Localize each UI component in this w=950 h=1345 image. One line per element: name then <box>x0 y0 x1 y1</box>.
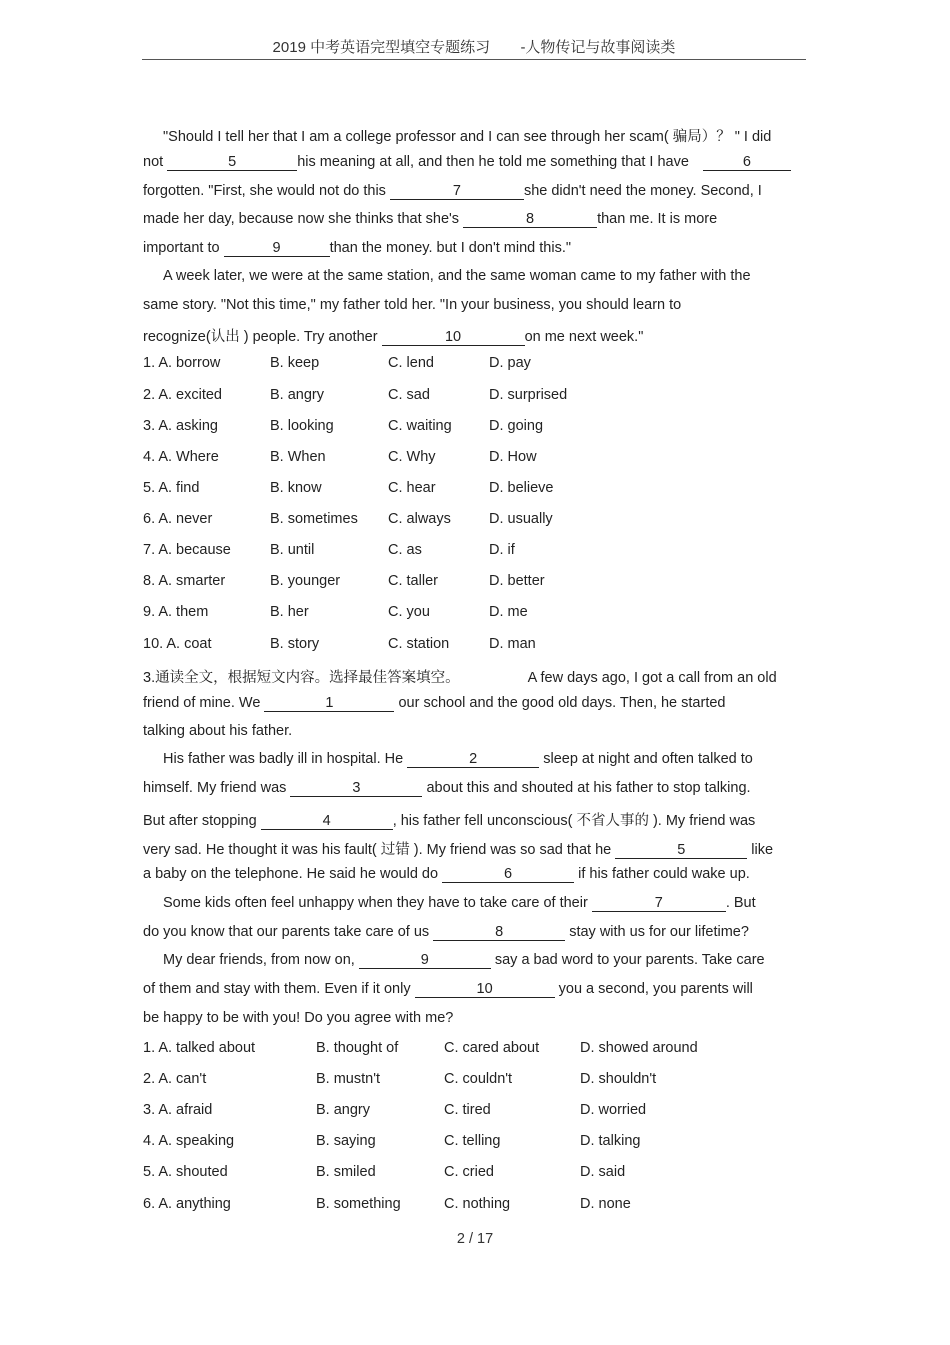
passage3-line: Some kids often feel unhappy when they have to take care of their 7 . But <box>163 895 756 911</box>
passage2-line: important to 9 than the money. but I don't mind this." <box>143 240 571 256</box>
q-option: B. thought of <box>316 1040 399 1056</box>
header-divider <box>142 59 806 60</box>
blank-5: 5 <box>615 843 747 859</box>
q-option: D. pay <box>489 355 531 371</box>
q-option: C. you <box>388 604 430 620</box>
passage3-line: be happy to be with you! Do you agree with me? <box>143 1010 454 1026</box>
q-option: D. believe <box>489 480 554 496</box>
q-option: 9. A. them <box>143 604 209 620</box>
q-option: 4. A. speaking <box>143 1133 235 1149</box>
q-option: B. looking <box>270 418 334 434</box>
passage3-line: My dear friends, from now on, 9 say a bad word to your parents. Take care <box>163 952 765 968</box>
q-option: B. mustn't <box>316 1071 381 1087</box>
passage2-line: made her day, because now she thinks that she's 8 than me. It is more <box>143 211 718 227</box>
q-option: D. said <box>580 1164 626 1180</box>
passage2-line: same story. "Not this time," my father told her. "In your business, you should learn to <box>143 297 682 313</box>
blank-8: 8 <box>463 212 597 228</box>
q-option: 3. A. asking <box>143 418 218 434</box>
passage2-line: not 5 his meaning at all, and then he told me something that I have 6 <box>143 154 791 171</box>
q-option: C. couldn't <box>444 1071 513 1087</box>
q-option: D. shouldn't <box>580 1071 657 1087</box>
q-option: C. telling <box>444 1133 501 1149</box>
q-option: B. until <box>270 542 315 558</box>
q-option: B. angry <box>316 1102 370 1118</box>
q-option: 4. A. Where <box>143 449 219 465</box>
q-option: B. keep <box>270 355 320 371</box>
q-option: B. something <box>316 1196 401 1212</box>
q-option: 2. A. can't <box>143 1071 207 1087</box>
passage3-line: do you know that our parents take care of us 8 stay with us for our lifetime? <box>143 924 749 940</box>
page-header <box>142 36 806 57</box>
q-option: C. waiting <box>388 418 452 434</box>
q-option: C. taller <box>388 573 438 589</box>
q-option: C. always <box>388 511 451 527</box>
q-option: 6. A. never <box>143 511 213 527</box>
q-option: 5. A. find <box>143 480 200 496</box>
q-option: C. station <box>388 636 450 652</box>
passage3-line: His father was badly ill in hospital. He 2 sleep at night and often talked to <box>163 751 753 767</box>
passage3-line: a baby on the telephone. He said he would do 6 if his father could wake up. <box>143 866 750 882</box>
q-option: B. know <box>270 480 322 496</box>
q-option: C. tired <box>444 1102 491 1118</box>
q-option: B. smiled <box>316 1164 376 1180</box>
blank-2: 2 <box>407 752 539 768</box>
blank-10: 10 <box>382 330 525 346</box>
blank-7: 7 <box>390 184 524 200</box>
passage2-line: A week later, we were at the same station, and the same woman came to my father with the <box>163 268 751 284</box>
passage2-line: forgotten. "First, she would not do this 7 she didn't need the money. Second, I <box>143 183 762 199</box>
blank-1: 1 <box>264 696 394 712</box>
q-option: B. angry <box>270 387 324 403</box>
passage3-line: talking about his father. <box>143 723 293 739</box>
passage3-line: friend of mine. We 1 our school and the good old days. Then, he started <box>143 695 726 711</box>
passage2-line: "Should I tell her that I am a college professor and I can see through her scam( 骗局）？ " I did <box>163 129 772 145</box>
blank-7: 7 <box>592 896 726 912</box>
page-number: 2 / 17 <box>456 1231 494 1247</box>
q-option: D. showed around <box>580 1040 698 1056</box>
q-option: B. sometimes <box>270 511 358 527</box>
q-option: D. going <box>489 418 544 434</box>
q-option: D. surprised <box>489 387 568 403</box>
blank-6: 6 <box>442 867 574 883</box>
blank-3: 3 <box>290 781 422 797</box>
passage3-line: himself. My friend was 3 about this and shouted at his father to stop talking. <box>143 780 751 796</box>
q-option: C. lend <box>388 355 434 371</box>
passage2-line: recognize(认出 ) people. Try another 10 on me next week." <box>143 329 644 345</box>
q-option: 8. A. smarter <box>143 573 226 589</box>
q-option: D. How <box>489 449 537 465</box>
blank-8: 8 <box>433 925 565 941</box>
q-option: D. better <box>489 573 545 589</box>
q-option: B. story <box>270 636 320 652</box>
passage3-line: very sad. He thought it was his fault( 过错 ). My friend was so sad that he 5 like <box>143 842 774 858</box>
q-option: B. When <box>270 449 326 465</box>
blank-9: 9 <box>359 953 491 969</box>
q-option: D. man <box>489 636 536 652</box>
q-option: C. Why <box>388 449 436 465</box>
q-option: B. her <box>270 604 309 620</box>
header-subtitle: -人物传记与故事阅读类 <box>520 39 676 56</box>
passage3-line: of them and stay with them. Even if it only 10 you a second, you parents will <box>143 981 753 997</box>
q-option: 3. A. afraid <box>143 1102 213 1118</box>
blank-10: 10 <box>415 982 555 998</box>
q-option: 6. A. anything <box>143 1196 231 1212</box>
q-option: D. me <box>489 604 528 620</box>
q-option: 5. A. shouted <box>143 1164 228 1180</box>
blank-4: 4 <box>261 814 393 830</box>
q-option: C. nothing <box>444 1196 511 1212</box>
q-option: C. hear <box>388 480 436 496</box>
q-option: 1. A. talked about <box>143 1040 256 1056</box>
blank-5: 5 <box>167 155 297 171</box>
q-option: D. usually <box>489 511 553 527</box>
q-option: D. if <box>489 542 515 558</box>
q-option: 10. A. coat <box>143 636 212 652</box>
blank-9: 9 <box>224 241 330 257</box>
q-option: 7. A. because <box>143 542 231 558</box>
q-option: B. younger <box>270 573 341 589</box>
q-option: C. sad <box>388 387 430 403</box>
q-option: C. as <box>388 542 422 558</box>
q-option: C. cried <box>444 1164 494 1180</box>
q-option: D. none <box>580 1196 631 1212</box>
q-option: D. worried <box>580 1102 647 1118</box>
q-option: C. cared about <box>444 1040 540 1056</box>
q-option: B. saying <box>316 1133 376 1149</box>
blank-6: 6 <box>703 155 791 171</box>
passage3-line: But after stopping 4 , his father fell unconscious( 不省人事的 ). My friend was <box>143 813 756 829</box>
q-option: D. talking <box>580 1133 641 1149</box>
q-option: 1. A. borrow <box>143 355 221 371</box>
header-title: 2019 中考英语完型填空专题练习 <box>272 39 491 56</box>
passage3-line: 3.通读全文，根据短文内容。选择最佳答案填空。 A few days ago, I got a call from an old <box>143 670 777 686</box>
q-option: 2. A. excited <box>143 387 222 403</box>
